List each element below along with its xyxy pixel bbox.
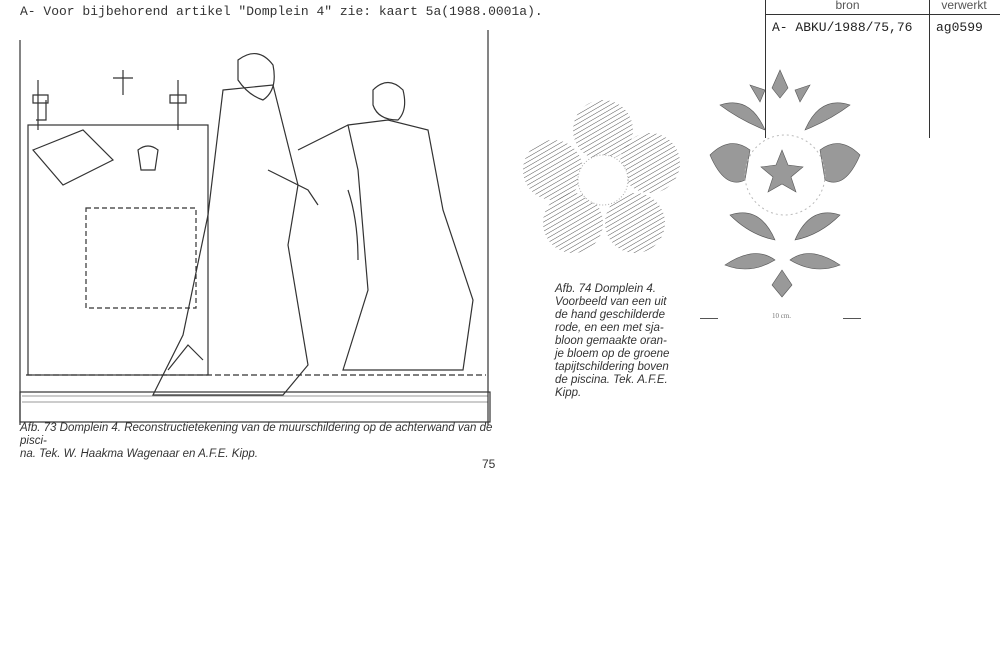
caption-line: Voorbeeld van een uit — [555, 296, 667, 308]
scale-bar-left-mark — [700, 318, 718, 319]
caption-line: je bloem op de groene — [555, 348, 670, 360]
stencil-ornament-drawing — [700, 65, 870, 300]
caption-line: de hand geschilderde — [555, 309, 665, 321]
caption-line: de piscina. Tek. A.F.E. — [555, 374, 668, 386]
caption-line: Kipp. — [555, 387, 582, 399]
scale-label: 10 cm. — [772, 312, 792, 320]
hatched-flower-drawing — [515, 95, 690, 260]
caption-line: tapijtschildering boven — [555, 361, 669, 373]
scale-bar-right-mark — [843, 318, 861, 319]
source-value: A- ABKU/1988/75,76 — [772, 20, 913, 35]
column-header-verwerkt: verwerkt — [941, 0, 987, 12]
caption-line: na. Tek. W. Haakma Wagenaar en A.F.E. Kipp. — [20, 448, 259, 460]
caption-line: Afb. 73 Domplein 4. Reconstructietekening van de muurschildering op de achterwand van de pisci- — [20, 422, 493, 447]
archive-reference-note: A- Voor bijbehorend artikel "Domplein 4" zie: kaart 5a(1988.0001a). — [20, 4, 543, 19]
caption-line: Afb. 74 Domplein 4. — [555, 283, 657, 295]
mural-reconstruction-drawing — [18, 30, 494, 430]
caption-line: rode, en een met sja- — [555, 322, 664, 334]
divider — [766, 14, 1000, 15]
processed-value: ag0599 — [936, 20, 983, 35]
caption-line: bloon gemaakte oran- — [555, 335, 667, 347]
page-number: 75 — [482, 457, 496, 471]
column-header-bron: bron — [835, 0, 860, 12]
figure-74-caption — [555, 283, 685, 400]
scale-bar — [700, 312, 865, 326]
figure-73-caption — [20, 422, 500, 461]
divider — [929, 0, 930, 138]
